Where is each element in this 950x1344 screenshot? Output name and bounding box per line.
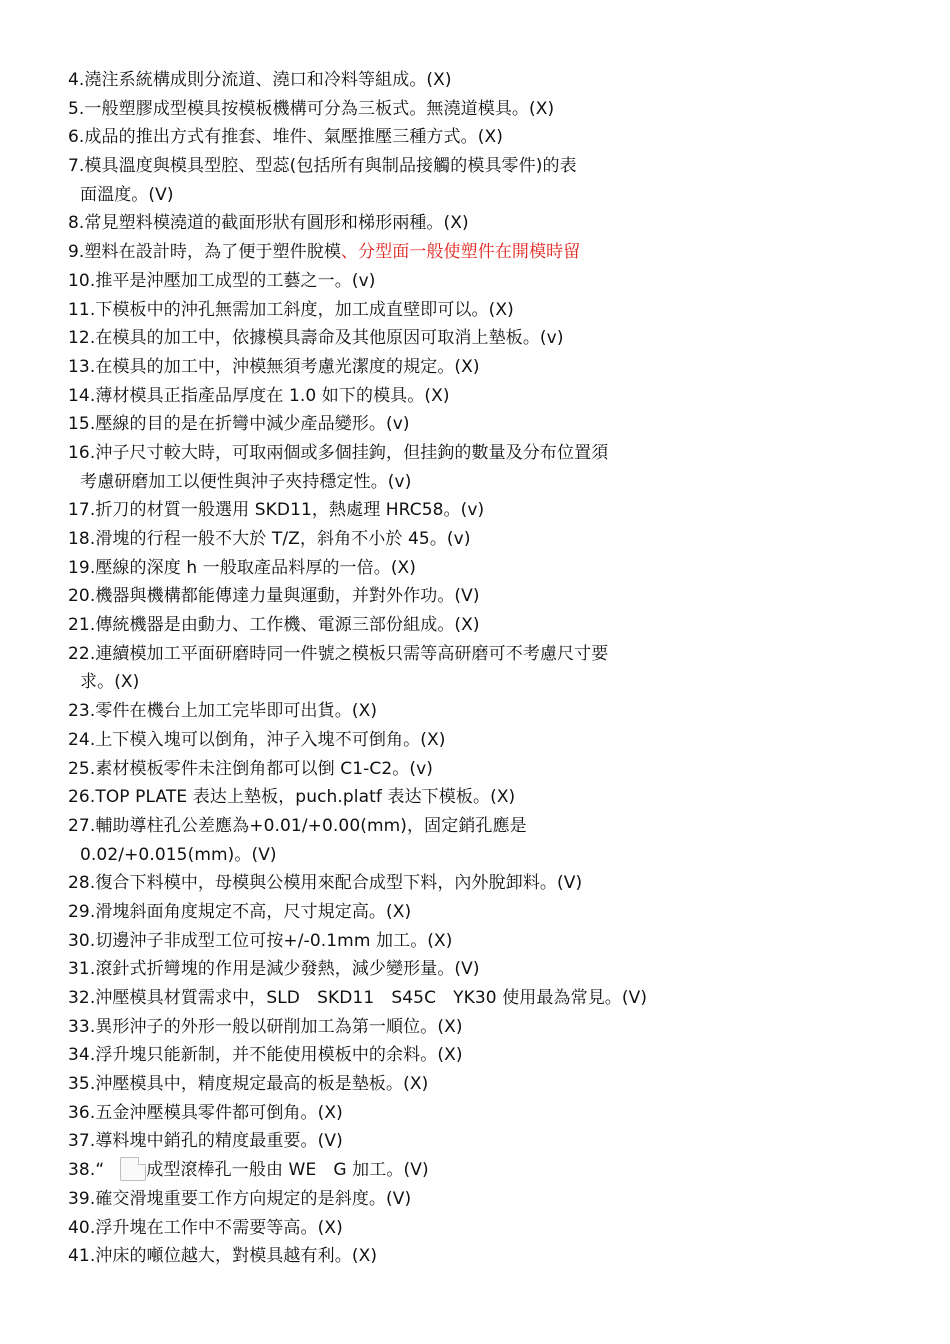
list-item: 21.傳統機器是由動力、工作機、電源三部份組成。(X) (68, 615, 480, 636)
list-item: 20.機器與機構都能傳達力量與運動，并對外作功。(V) (68, 586, 480, 607)
list-item: 26.TOP PLATE 表达上墊板，puch.platf 表达下模板。(X) (68, 787, 516, 808)
broken-image-icon (120, 1157, 146, 1181)
list-item: 4.澆注系統構成則分流道、澆口和冷料等組成。(X) (68, 70, 452, 90)
list-item (68, 238, 888, 267)
question-list (68, 66, 888, 1271)
list-item: 22.連續模加工平面研磨時同一件號之模板只需等高研磨可不考慮尺寸要 (68, 643, 609, 664)
list-item: 41.沖床的噸位越大，對模具越有利。(X) (68, 1246, 378, 1267)
list-item-text: 38.“ (68, 1160, 105, 1181)
list-item-continuation: 求。(X) (80, 672, 140, 693)
highlighted-text: 、分型面一般使塑件在開模時留 (340, 242, 581, 263)
list-item: 32.沖壓模具材質需求中，SLD SKD11 S45C YK30 使用最為常見。(V) (68, 988, 648, 1008)
list-item: 5.一般塑膠成型模具按模板機構可分為三板式。無澆道模具。(X) (68, 98, 555, 119)
list-item-continuation: 考慮研磨加工以便性與沖子夾持穩定性。(v) (80, 471, 412, 492)
list-item: 15.壓線的目的是在折彎中減少產品變形。(v) (68, 414, 410, 435)
list-item-continuation: 面溫度。(V) (80, 184, 174, 205)
list-item: 12.在模具的加工中，依據模具壽命及其他原因可取消上墊板。(v) (68, 328, 564, 349)
list-item: 27.輔助導柱孔公差應為+0.01/+0.00(mm)，固定銷孔應是 (68, 815, 527, 836)
list-item: 40.浮升塊在工作中不需要等高。(X) (68, 1217, 343, 1238)
list-item-text: 9.塑料在設計時，為了便于塑件脫模 (68, 242, 341, 263)
list-item: 31.滾針式折彎塊的作用是減少發熱，減少變形量。(V) (68, 959, 480, 980)
list-item: 6.成品的推出方式有推套、堆件、氣壓推壓三種方式。(X) (68, 127, 503, 148)
list-item: 30.切邊沖子非成型工位可按+/-0.1mm 加工。(X) (68, 930, 453, 951)
list-item: 25.素材模板零件未注倒角都可以倒 C1-C2。(v) (68, 758, 433, 779)
list-item: 17.折刀的材質一般選用 SKD11，熱處理 HRC58。(v) (68, 500, 485, 521)
list-item: 8.常見塑料模澆道的截面形狀有圓形和梯形兩種。(X) (68, 213, 469, 234)
list-item: 34.浮升塊只能新制，并不能使用模板中的余料。(X) (68, 1045, 463, 1066)
list-item: 18.滑塊的行程一般不大於 T/Z，斜角不小於 45。(v) (68, 529, 471, 549)
list-item: 35.沖壓模具中，精度規定最高的板是墊板。(X) (68, 1074, 429, 1095)
list-item-continuation: 0.02/+0.015(mm)。(V) (80, 844, 277, 865)
list-item: 39.確交滑塊重要工作方向規定的是斜度。(V) (68, 1188, 412, 1209)
list-item: 11.下模板中的沖孔無需加工斜度，加工成直壁即可以。(X) (68, 299, 514, 320)
list-item: 7.模具溫度與模具型腔、型蕊(包括所有與制品接觸的模具零件)的表 (68, 156, 577, 177)
list-item: 33.異形沖子的外形一般以研削加工為第一順位。(X) (68, 1016, 463, 1037)
list-item: 29.滑塊斜面角度規定不高，尺寸規定高。(X) (68, 901, 412, 922)
list-item: 19.壓線的深度 h 一般取產品料厚的一倍。(X) (68, 557, 417, 578)
list-item: 10.推平是沖壓加工成型的工藝之一。(v) (68, 270, 376, 291)
list-item (68, 1156, 888, 1185)
list-item: 23.零件在機台上加工完毕即可出貨。(X) (68, 701, 378, 722)
list-item: 28.復合下料模中，母模與公模用來配合成型下料，內外脫卸料。(V) (68, 873, 583, 894)
list-item: 24.上下模入塊可以倒角，沖子入塊不可倒角。(X) (68, 729, 446, 750)
list-item: 13.在模具的加工中，沖模無須考慮光潔度的規定。(X) (68, 356, 480, 377)
list-item: 16.沖子尺寸較大時，可取兩個或多個挂鉤，但挂鉤的數量及分布位置須 (68, 442, 609, 463)
list-item: 37.導料塊中銷孔的精度最重要。(V) (68, 1131, 343, 1152)
list-item: 36.五金沖壓模具零件都可倒角。(X) (68, 1102, 343, 1123)
list-item: 14.薄材模具正指產品厚度在 1.0 如下的模具。(X) (68, 385, 450, 406)
list-item-text: 成型滾棒孔一般由 WE G 加工。(V) (146, 1160, 429, 1181)
